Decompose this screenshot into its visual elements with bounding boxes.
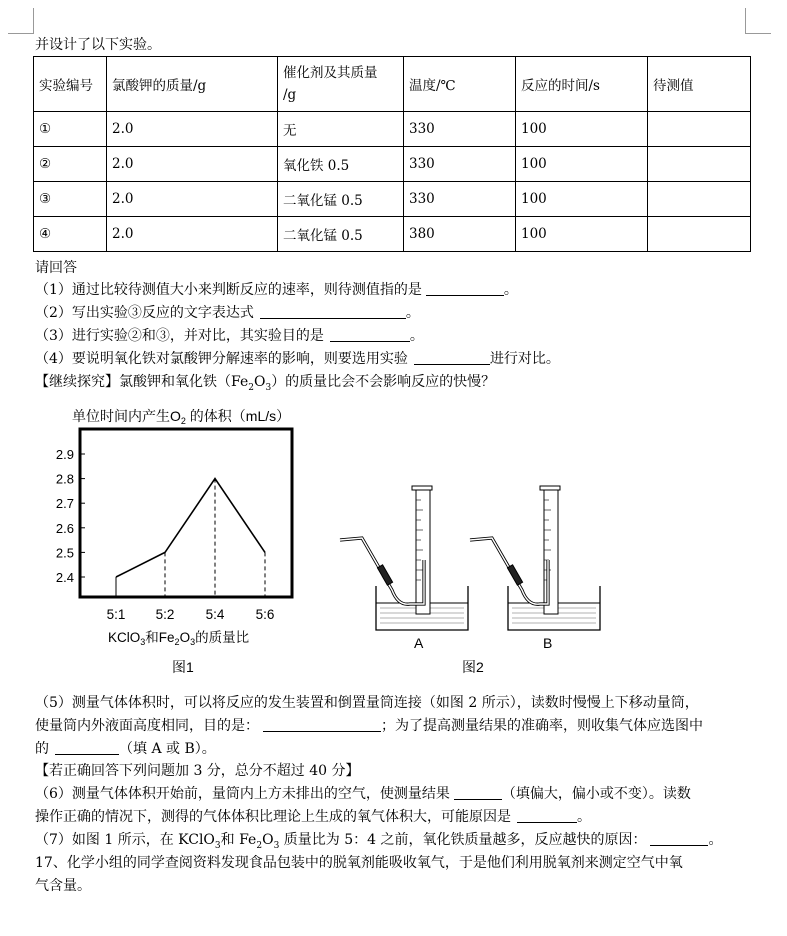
fig2-label-a: A: [414, 635, 424, 651]
question-4: [35, 350, 560, 368]
question-5-line2: [35, 717, 703, 735]
question-6-line2: [35, 808, 591, 826]
continue-text-mid: O: [253, 374, 266, 390]
question-6-line1: [35, 785, 691, 803]
continue-sub2: 3: [265, 382, 272, 393]
cell-mass: 2.0: [107, 217, 278, 252]
header-cell: 实验编号: [34, 57, 107, 112]
q3-blank[interactable]: [330, 327, 410, 342]
q4-blank[interactable]: [414, 350, 490, 365]
cell-id: ③: [34, 182, 107, 217]
x-tick-label: 5:6: [255, 607, 275, 622]
q6-text-d: 。: [577, 809, 591, 825]
fig1-xlabel: KClO$_3$和$Fe_2O_3$的质量比: [108, 630, 250, 647]
q7-sub-2: 2: [256, 840, 263, 851]
q1-end: 。: [503, 282, 518, 298]
x-tick-label: 5:1: [106, 607, 126, 622]
fig2-caption: 图2: [462, 659, 484, 675]
q2-blank[interactable]: [260, 304, 406, 319]
intro-text: 并设计了以下实验。: [35, 37, 161, 53]
q5-text-a: 使量筒内外液面高度相同，目的是：: [35, 718, 259, 734]
fig1-caption: 图1: [172, 659, 194, 675]
cell-time: 100: [516, 112, 648, 147]
cell-mass: 2.0: [107, 182, 278, 217]
cell-time: 100: [516, 147, 648, 182]
y-tick-label: 2.4: [55, 570, 74, 585]
continue-text-pre: 【继续探究】氯酸钾和氧化铁（Fe: [35, 374, 249, 390]
q3-end: 。: [409, 328, 424, 344]
q6-text-c: 操作正确的情况下，测得的气体体积比理论上生成的氧气体积大，可能原因是: [35, 809, 511, 825]
table-header-row: [34, 57, 751, 112]
q7-text-m2: O: [262, 832, 274, 848]
q5-text-d: （填 A 或 B）。: [119, 741, 216, 757]
cell-measured: [648, 147, 751, 182]
q7-sub-3: 3: [273, 840, 280, 851]
q7-sub-1: 3: [214, 840, 221, 851]
header-catalyst-line1: 催化剂及其质量: [283, 65, 378, 81]
q6-blank-2[interactable]: [517, 808, 577, 823]
cell-id: ④: [34, 217, 107, 252]
corner-mark-right-h: [745, 33, 771, 34]
q7-end: 。: [708, 832, 723, 848]
fig1-x-ticks: [107, 607, 275, 622]
q5-text-b: ；为了提高测量结果的准确率，则收集气体应选图中: [381, 718, 703, 734]
y-tick-label: 2.7: [55, 496, 74, 512]
q7-text-pre: （7）如图 1 所示，在 KClO: [35, 832, 215, 848]
continue-sub: 2: [248, 382, 254, 393]
fig1-series-line: [116, 479, 265, 577]
q5-blank-2[interactable]: [55, 740, 119, 755]
y-tick-label: 2.5: [55, 545, 74, 561]
continue-text-post: ）的质量比会不会影响反应的快慢？: [271, 374, 496, 390]
header-cell: 温度/℃: [404, 57, 516, 112]
q7-blank[interactable]: [650, 831, 708, 846]
cell-temp: 330: [404, 182, 516, 217]
q1-blank[interactable]: [426, 281, 504, 296]
cell-catalyst: 无: [278, 112, 404, 147]
x-tick-label: 5:2: [155, 607, 175, 622]
question-5-line3: [35, 740, 216, 758]
y-tick-label: 2.9: [55, 447, 74, 462]
cell-catalyst: 二氧化锰 0.5: [278, 182, 404, 217]
q2-end: 。: [405, 305, 420, 321]
x-tick-label: 5:4: [205, 607, 225, 622]
cell-mass: 2.0: [107, 147, 278, 182]
continue-explore: [35, 373, 495, 397]
table-row: [34, 147, 751, 182]
table-row: [34, 112, 751, 147]
cell-time: 100: [516, 182, 648, 217]
q1-text: （1）通过比较待测值大小来判断反应的速率，则待测值指的是: [35, 282, 422, 298]
header-catalyst-line2: /g: [283, 87, 297, 103]
question-5-line1: （5）测量气体体积时，可以将反应的发生装置和倒置量筒连接（如图 2 所示），读数时慢慢上下移动量筒，: [35, 695, 699, 711]
y-tick-label: 2.8: [55, 471, 74, 487]
fig1-frame: [80, 429, 292, 597]
q4-text: （4）要说明氧化铁对氯酸钾分解速率的影响，则要选用实验: [35, 351, 408, 367]
cell-catalyst: 二氧化锰 0.5: [278, 217, 404, 252]
apparatus-a: [340, 486, 468, 630]
table-row: [34, 217, 751, 252]
fig1-title: 单位时间内产生$O_2$ 的体积（mL/s）: [72, 408, 291, 426]
q5-text-c: 的: [35, 741, 49, 757]
cell-measured: [648, 217, 751, 252]
header-cell: [278, 57, 404, 112]
cell-id: ①: [34, 112, 107, 147]
table-row: [34, 182, 751, 217]
corner-mark-left-v: [33, 8, 34, 34]
corner-mark-left-h: [8, 33, 34, 34]
q7-text-post: 质量比为 5：4 之前，氧化铁质量越多，反应越快的原因：: [279, 832, 647, 848]
cell-measured: [648, 112, 751, 147]
question-7: [35, 831, 722, 855]
answer-prompt: 请回答: [35, 260, 77, 276]
question-17-line2: 气含量。: [35, 878, 91, 894]
cell-temp: 380: [404, 217, 516, 252]
q6-blank-1[interactable]: [454, 785, 502, 800]
cell-temp: 330: [404, 112, 516, 147]
cell-measured: [648, 182, 751, 217]
apparatus-b: [470, 486, 600, 630]
header-cell: 待测值: [648, 57, 751, 112]
q7-text-m1: 和 Fe: [220, 832, 257, 848]
cell-mass: 2.0: [107, 112, 278, 147]
q3-text: （3）进行实验②和③，并对比，其实验目的是: [35, 328, 324, 344]
question-1: [35, 281, 518, 299]
cell-time: 100: [516, 217, 648, 252]
experiment-table: [33, 56, 751, 252]
header-cell: 反应的时间/s: [516, 57, 648, 112]
fig1-drop-lines: [116, 479, 265, 597]
question-3: [35, 327, 424, 345]
question-17-line1: 17、化学小组的同学查阅资料发现食品包装中的脱氧剂能吸收氧气，于是他们利用脱氧剂来测定空气中氧: [35, 855, 683, 871]
cell-catalyst: 氧化铁 0.5: [278, 147, 404, 182]
fig2-label-b: B: [543, 635, 553, 651]
q6-text-b: （填偏大，偏小或不变）。读数: [501, 786, 691, 802]
corner-mark-right-v: [745, 8, 746, 34]
header-cell: 氯酸钾的质量/g: [107, 57, 278, 112]
cell-temp: 330: [404, 147, 516, 182]
y-tick-label: 2.6: [55, 520, 74, 536]
q2-text: （2）写出实验③反应的文字表达式: [35, 305, 254, 321]
q5-blank-1[interactable]: [263, 717, 381, 732]
cell-id: ②: [34, 147, 107, 182]
question-2: [35, 304, 420, 322]
bonus-notice: 【若正确回答下列问题加 3 分，总分不超过 40 分】: [35, 763, 360, 779]
fig1-y-ticks: [56, 447, 85, 585]
q4-end: 进行对比。: [489, 351, 560, 367]
q6-text-a: （6）测量气体体积开始前，量筒内上方未排出的空气，使测量结果: [35, 786, 450, 802]
